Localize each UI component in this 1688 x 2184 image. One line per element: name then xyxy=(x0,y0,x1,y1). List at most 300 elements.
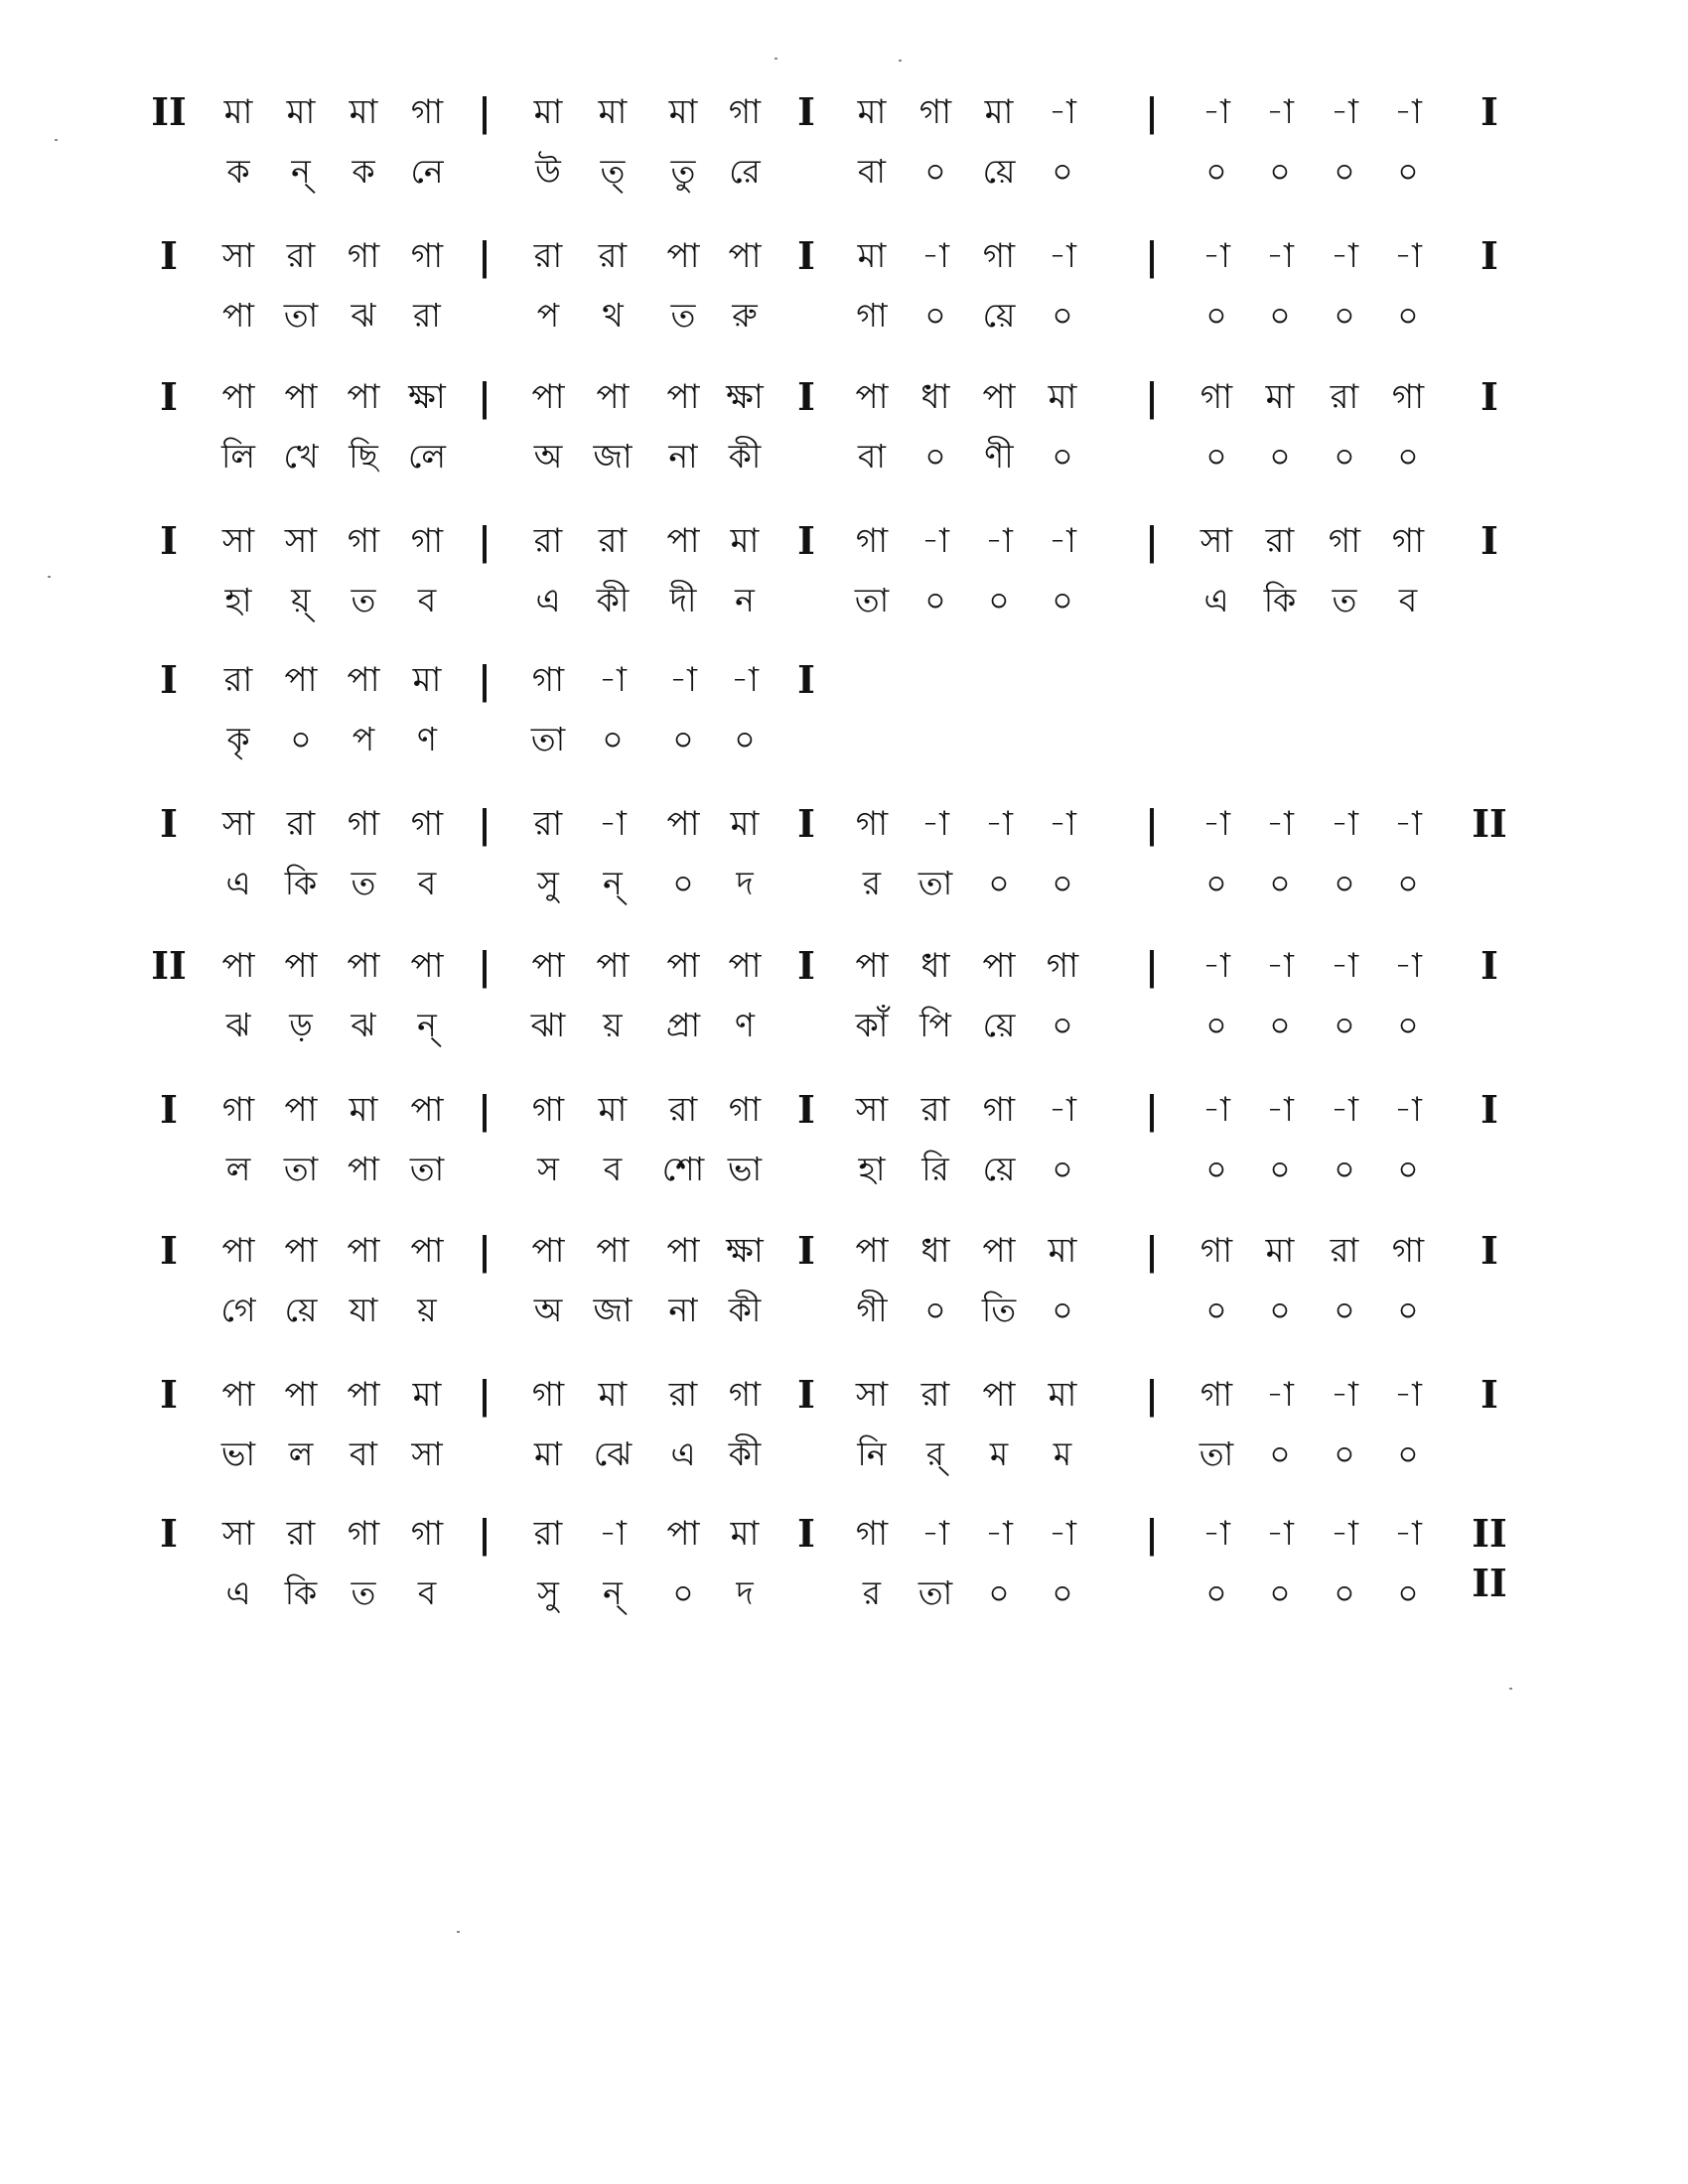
note: -া xyxy=(1331,1514,1358,1554)
lyric-syllable: ০ xyxy=(988,864,1010,902)
notes-row xyxy=(149,941,1549,1001)
note: -া xyxy=(1266,1375,1294,1415)
lyric-syllable: ০ xyxy=(1052,1291,1073,1329)
note: গা xyxy=(1199,1375,1233,1415)
note: রা xyxy=(1265,521,1295,561)
note: -া xyxy=(1266,1514,1294,1554)
lyric-syllable: ত xyxy=(351,581,376,619)
bar-line: II xyxy=(1472,801,1507,846)
note: সা xyxy=(221,1514,255,1554)
lyric-syllable: কি xyxy=(1263,581,1297,619)
note: -া xyxy=(1202,92,1230,132)
note: গা xyxy=(1046,946,1079,986)
note: গা xyxy=(1391,377,1425,417)
lyric-syllable: ০ xyxy=(1205,1291,1227,1329)
stanza xyxy=(149,655,1549,774)
lyric-syllable: ০ xyxy=(1269,296,1291,335)
note: সা xyxy=(1199,521,1233,561)
lyric-syllable: তা xyxy=(917,864,953,902)
note: গা xyxy=(918,92,952,132)
bar-line: | xyxy=(1145,233,1159,278)
bar-line: I xyxy=(160,657,178,702)
lyric-syllable: পি xyxy=(919,1006,951,1044)
bar-line: I xyxy=(160,801,178,846)
note: ক্ষা xyxy=(726,377,764,417)
note: পা xyxy=(284,1375,318,1415)
lyric-syllable: ম xyxy=(989,1434,1009,1473)
note: ধা xyxy=(920,1231,950,1271)
bar-line: I xyxy=(1480,1087,1498,1132)
lyric-syllable: গী xyxy=(856,1291,888,1329)
note: রা xyxy=(286,236,316,276)
lyric-syllable: জা xyxy=(593,1291,633,1329)
note: পা xyxy=(728,946,762,986)
note: রা xyxy=(533,1514,563,1554)
lyric-syllable: ০ xyxy=(602,720,624,758)
lyric-syllable: দী xyxy=(669,581,697,619)
note: পা xyxy=(284,377,318,417)
lyric-syllable: ০ xyxy=(1052,437,1073,476)
scan-speck xyxy=(1509,1688,1512,1690)
lyric-syllable: মা xyxy=(534,1434,562,1473)
lyric-syllable: ০ xyxy=(1397,1434,1419,1473)
note: রা xyxy=(598,236,628,276)
note: পা xyxy=(221,377,255,417)
notes-row xyxy=(149,87,1549,147)
bar-line: II II xyxy=(1472,1511,1507,1605)
lyric-syllable: ন্ xyxy=(603,1573,623,1612)
note: -া xyxy=(1049,92,1076,132)
bar-line: I xyxy=(797,374,815,419)
bar-line: | xyxy=(1145,89,1159,134)
lyric-syllable: বা xyxy=(858,152,886,191)
lyric-syllable: গে xyxy=(220,1291,256,1329)
note: মা xyxy=(1048,1375,1077,1415)
lyric-syllable: কী xyxy=(596,581,630,619)
lyric-syllable: তা xyxy=(917,1573,953,1612)
note: পা xyxy=(410,1090,444,1130)
note: পা xyxy=(221,1231,255,1271)
lyric-syllable: ০ xyxy=(1205,864,1227,902)
note: গা xyxy=(410,804,444,844)
note: মা xyxy=(730,804,760,844)
note: মা xyxy=(668,92,698,132)
lyrics-row xyxy=(149,1569,1549,1628)
note: রা xyxy=(668,1375,698,1415)
lyric-syllable: ০ xyxy=(1269,437,1291,476)
note: রা xyxy=(286,1514,316,1554)
lyric-syllable: ত xyxy=(1332,581,1357,619)
bar-line: | xyxy=(1145,801,1159,846)
note: -া xyxy=(1202,1090,1230,1130)
lyric-syllable: ০ xyxy=(1205,1573,1227,1612)
note: পা xyxy=(284,660,318,700)
lyric-syllable: উ xyxy=(535,152,561,191)
note: -া xyxy=(1394,1514,1422,1554)
bar-line: I xyxy=(160,1511,178,1556)
lyric-syllable: কাঁ xyxy=(855,1006,889,1044)
note: মা xyxy=(857,92,887,132)
note: সা xyxy=(221,804,255,844)
lyric-syllable: বা xyxy=(350,1434,377,1473)
bar-line: | xyxy=(1145,1372,1159,1417)
note: -া xyxy=(1266,92,1294,132)
note: -া xyxy=(1394,946,1422,986)
lyric-syllable: ০ xyxy=(924,152,946,191)
lyric-syllable: ম xyxy=(1053,1434,1072,1473)
lyric-syllable: তা xyxy=(1198,1434,1234,1473)
bar-line: I xyxy=(1480,89,1498,134)
lyric-syllable: ০ xyxy=(672,1573,694,1612)
note: পা xyxy=(982,377,1016,417)
lyric-syllable: য়ে xyxy=(982,296,1016,335)
notes-row xyxy=(149,1509,1549,1605)
lyric-syllable: ০ xyxy=(1205,296,1227,335)
lyric-syllable: স xyxy=(537,1150,559,1188)
lyric-syllable: বা xyxy=(858,437,886,476)
note: পা xyxy=(666,521,700,561)
lyric-syllable: য় xyxy=(417,1291,437,1329)
note: মা xyxy=(1048,1231,1077,1271)
lyric-syllable: ০ xyxy=(1052,581,1073,619)
lyric-syllable: র xyxy=(862,864,882,902)
bar-line: II xyxy=(151,89,187,134)
lyric-syllable: নি xyxy=(857,1434,887,1473)
notes-row xyxy=(149,1226,1549,1286)
note: পা xyxy=(982,946,1016,986)
note: -া xyxy=(985,804,1013,844)
lyric-syllable: রে xyxy=(729,152,761,191)
note: গা xyxy=(1199,1231,1233,1271)
stanza xyxy=(149,87,1549,206)
note: -া xyxy=(921,236,949,276)
note: পা xyxy=(347,660,380,700)
bar-line: I xyxy=(797,89,815,134)
lyrics-row xyxy=(149,147,1549,206)
note: গা xyxy=(1391,521,1425,561)
lyric-syllable: এ xyxy=(225,1573,251,1612)
lyric-syllable: ল xyxy=(288,1434,314,1473)
note: -া xyxy=(1331,946,1358,986)
lyric-syllable: এ xyxy=(1203,581,1229,619)
lyric-syllable: থ xyxy=(602,296,624,335)
bar-line: | xyxy=(478,1372,492,1417)
lyric-syllable: ০ xyxy=(1269,1291,1291,1329)
bar-line: | xyxy=(1145,518,1159,563)
lyric-syllable: প্রা xyxy=(665,1006,701,1044)
notes-row xyxy=(149,1085,1549,1145)
notes-row xyxy=(149,1370,1549,1430)
bar-line: | xyxy=(1145,1228,1159,1273)
note: -া xyxy=(599,804,627,844)
lyric-syllable: ণী xyxy=(984,437,1014,476)
lyric-syllable: ঝ xyxy=(351,296,376,335)
lyric-syllable: ড় xyxy=(289,1006,313,1044)
scan-speck xyxy=(899,60,902,62)
lyric-syllable: ০ xyxy=(1269,864,1291,902)
lyrics-row xyxy=(149,1001,1549,1060)
note: রা xyxy=(920,1090,950,1130)
note: -া xyxy=(1266,946,1294,986)
notes-row xyxy=(149,799,1549,859)
lyric-syllable: তা xyxy=(530,720,566,758)
bar-line: I xyxy=(797,1228,815,1273)
bar-line: I xyxy=(1480,518,1498,563)
note: গা xyxy=(410,521,444,561)
lyrics-row xyxy=(149,715,1549,774)
stanza xyxy=(149,1370,1549,1489)
lyric-syllable: ঝে xyxy=(593,1434,633,1473)
note: পা xyxy=(982,1375,1016,1415)
note: গা xyxy=(410,1514,444,1554)
note: -া xyxy=(1266,236,1294,276)
note: -া xyxy=(1202,946,1230,986)
note: ক্ষা xyxy=(726,1231,764,1271)
lyric-syllable: ০ xyxy=(1052,1150,1073,1188)
note: গা xyxy=(982,236,1016,276)
lyric-syllable: ব xyxy=(603,1150,623,1188)
note: গা xyxy=(855,1514,889,1554)
lyric-syllable: ০ xyxy=(924,1291,946,1329)
bar-line: I xyxy=(160,1372,178,1417)
note: গা xyxy=(347,804,380,844)
lyric-syllable: ন xyxy=(735,581,755,619)
bar-line: | xyxy=(478,657,492,702)
note: পা xyxy=(410,1231,444,1271)
lyric-syllable: পা xyxy=(348,1150,379,1188)
note: গা xyxy=(410,92,444,132)
note: পা xyxy=(728,236,762,276)
bar-line: | xyxy=(478,518,492,563)
note: সা xyxy=(284,521,318,561)
note: সা xyxy=(221,521,255,561)
note: -া xyxy=(1266,1090,1294,1130)
lyric-syllable: ০ xyxy=(1397,1291,1419,1329)
lyric-syllable: ছি xyxy=(349,437,378,476)
bar-line: | xyxy=(1145,374,1159,419)
note: রা xyxy=(920,1375,950,1415)
bar-line: I xyxy=(1480,1372,1498,1417)
lyric-syllable: য়ে xyxy=(284,1291,318,1329)
lyric-syllable: ক xyxy=(226,152,250,191)
stanza xyxy=(149,1085,1549,1204)
note: -া xyxy=(1049,804,1076,844)
lyric-syllable: তা xyxy=(409,1150,445,1188)
note: -া xyxy=(1049,236,1076,276)
lyric-syllable: পা xyxy=(222,296,254,335)
lyric-syllable: ভা xyxy=(220,1434,256,1473)
lyric-syllable: ০ xyxy=(734,720,756,758)
note: -া xyxy=(1049,1090,1076,1130)
lyric-syllable: য়ে xyxy=(982,152,1016,191)
lyric-syllable: না xyxy=(668,1291,698,1329)
lyric-syllable: ০ xyxy=(1397,864,1419,902)
lyric-syllable: ০ xyxy=(1052,1573,1073,1612)
lyric-syllable: ০ xyxy=(924,437,946,476)
note: ক্ষা xyxy=(408,377,446,417)
note: -া xyxy=(731,660,759,700)
note: রা xyxy=(1330,377,1359,417)
lyrics-row xyxy=(149,291,1549,350)
note: -া xyxy=(921,521,949,561)
note: মা xyxy=(730,1514,760,1554)
lyric-syllable: সু xyxy=(537,1573,559,1612)
note: পা xyxy=(347,1375,380,1415)
stanza xyxy=(149,941,1549,1060)
lyric-syllable: ০ xyxy=(1334,1434,1355,1473)
lyric-syllable: নে xyxy=(410,152,444,191)
lyric-syllable: য়ে xyxy=(982,1150,1016,1188)
note: মা xyxy=(598,1375,628,1415)
note: -া xyxy=(599,1514,627,1554)
lyric-syllable: কি xyxy=(284,864,318,902)
lyric-syllable: ০ xyxy=(1269,1434,1291,1473)
lyric-syllable: ০ xyxy=(672,720,694,758)
lyric-syllable: কী xyxy=(728,1291,762,1329)
note: রা xyxy=(223,660,253,700)
stanza xyxy=(149,1509,1549,1628)
lyric-syllable: লে xyxy=(408,437,446,476)
note: -া xyxy=(985,1514,1013,1554)
lyric-syllable: ০ xyxy=(988,581,1010,619)
note: -া xyxy=(1202,804,1230,844)
note: ধা xyxy=(920,377,950,417)
bar-line: I xyxy=(797,943,815,988)
note: গা xyxy=(728,92,762,132)
bar-line: | xyxy=(478,89,492,134)
note: গা xyxy=(1328,521,1361,561)
bar-line: I xyxy=(797,1087,815,1132)
note: মা xyxy=(349,92,378,132)
lyric-syllable: এ xyxy=(670,1434,696,1473)
lyric-syllable: ০ xyxy=(1052,1006,1073,1044)
bar-line: II xyxy=(151,943,187,988)
note: মা xyxy=(598,1090,628,1130)
note: সা xyxy=(855,1375,889,1415)
note: -া xyxy=(1049,521,1076,561)
lyrics-row xyxy=(149,432,1549,491)
lyric-syllable: ঝ xyxy=(351,1006,376,1044)
lyric-syllable: ০ xyxy=(1269,152,1291,191)
scan-speck xyxy=(457,1931,460,1933)
note: -া xyxy=(1394,1375,1422,1415)
note: পা xyxy=(666,1514,700,1554)
note: মা xyxy=(349,1090,378,1130)
lyric-syllable: ০ xyxy=(1397,1573,1419,1612)
lyric-syllable: ০ xyxy=(1052,296,1073,335)
lyric-syllable: ত xyxy=(670,296,696,335)
scan-speck xyxy=(774,58,777,60)
lyric-syllable: প xyxy=(536,296,560,335)
note: পা xyxy=(284,946,318,986)
bar-line: | xyxy=(478,1511,492,1556)
note: মা xyxy=(533,92,563,132)
lyric-syllable: য় xyxy=(603,1006,623,1044)
lyric-syllable: ০ xyxy=(1205,152,1227,191)
note: পা xyxy=(347,946,380,986)
lyric-syllable: ঝ xyxy=(225,1006,251,1044)
bar-line: I xyxy=(160,518,178,563)
lyric-syllable: ০ xyxy=(1397,1150,1419,1188)
lyric-syllable: ০ xyxy=(924,296,946,335)
lyric-syllable: এ xyxy=(535,581,561,619)
lyrics-row xyxy=(149,1286,1549,1345)
lyric-syllable: ন্ xyxy=(603,864,623,902)
note: পা xyxy=(855,377,889,417)
note: -া xyxy=(1331,236,1358,276)
note: পা xyxy=(531,377,565,417)
note: পা xyxy=(531,1231,565,1271)
lyric-syllable: প xyxy=(352,720,375,758)
note: -া xyxy=(1394,804,1422,844)
lyric-syllable: ০ xyxy=(1334,1150,1355,1188)
lyric-syllable: ঝা xyxy=(530,1006,566,1044)
lyric-syllable: না xyxy=(668,437,698,476)
lyric-syllable: সু xyxy=(537,864,559,902)
note: রা xyxy=(668,1090,698,1130)
bar-line: I xyxy=(1480,1228,1498,1273)
lyric-syllable: ০ xyxy=(1269,1006,1291,1044)
lyric-syllable: য়ে xyxy=(982,1006,1016,1044)
note: মা xyxy=(412,1375,442,1415)
bar-line: | xyxy=(1145,1087,1159,1132)
lyric-syllable: লি xyxy=(220,437,256,476)
note: পা xyxy=(855,1231,889,1271)
note: পা xyxy=(284,1231,318,1271)
note: পা xyxy=(666,946,700,986)
note: গা xyxy=(347,1514,380,1554)
lyric-syllable: ০ xyxy=(1334,864,1355,902)
note: -া xyxy=(1202,1514,1230,1554)
scan-speck xyxy=(48,576,51,578)
stanza xyxy=(149,516,1549,635)
note: মা xyxy=(1265,377,1295,417)
note: মা xyxy=(412,660,442,700)
bar-line: I xyxy=(1480,943,1498,988)
lyric-syllable: ভা xyxy=(727,1150,763,1188)
lyric-syllable: ব xyxy=(417,1573,437,1612)
lyric-syllable: অ xyxy=(533,1291,563,1329)
note: -া xyxy=(1266,804,1294,844)
bar-line: I xyxy=(797,801,815,846)
note: পা xyxy=(221,946,255,986)
bar-line: | xyxy=(1145,1511,1159,1556)
lyric-syllable: ন্ xyxy=(291,152,311,191)
note: -া xyxy=(1331,92,1358,132)
lyric-syllable: জা xyxy=(593,437,633,476)
note: মা xyxy=(1048,377,1077,417)
note: পা xyxy=(596,946,630,986)
note: -া xyxy=(1049,1514,1076,1554)
note: পা xyxy=(596,377,630,417)
bar-line: | xyxy=(478,1087,492,1132)
bar-line: | xyxy=(478,943,492,988)
stanza xyxy=(149,231,1549,350)
lyrics-row xyxy=(149,1145,1549,1204)
note: -া xyxy=(1394,236,1422,276)
lyric-syllable: র xyxy=(862,1573,882,1612)
note: গা xyxy=(347,521,380,561)
lyric-syllable: দ xyxy=(736,1573,754,1612)
bar-line: I xyxy=(797,1511,815,1556)
bar-line: I xyxy=(160,1087,178,1132)
note: -া xyxy=(599,660,627,700)
note: পা xyxy=(666,377,700,417)
notes-row xyxy=(149,231,1549,291)
note: পা xyxy=(347,1231,380,1271)
bar-line: | xyxy=(478,374,492,419)
note: পা xyxy=(666,804,700,844)
